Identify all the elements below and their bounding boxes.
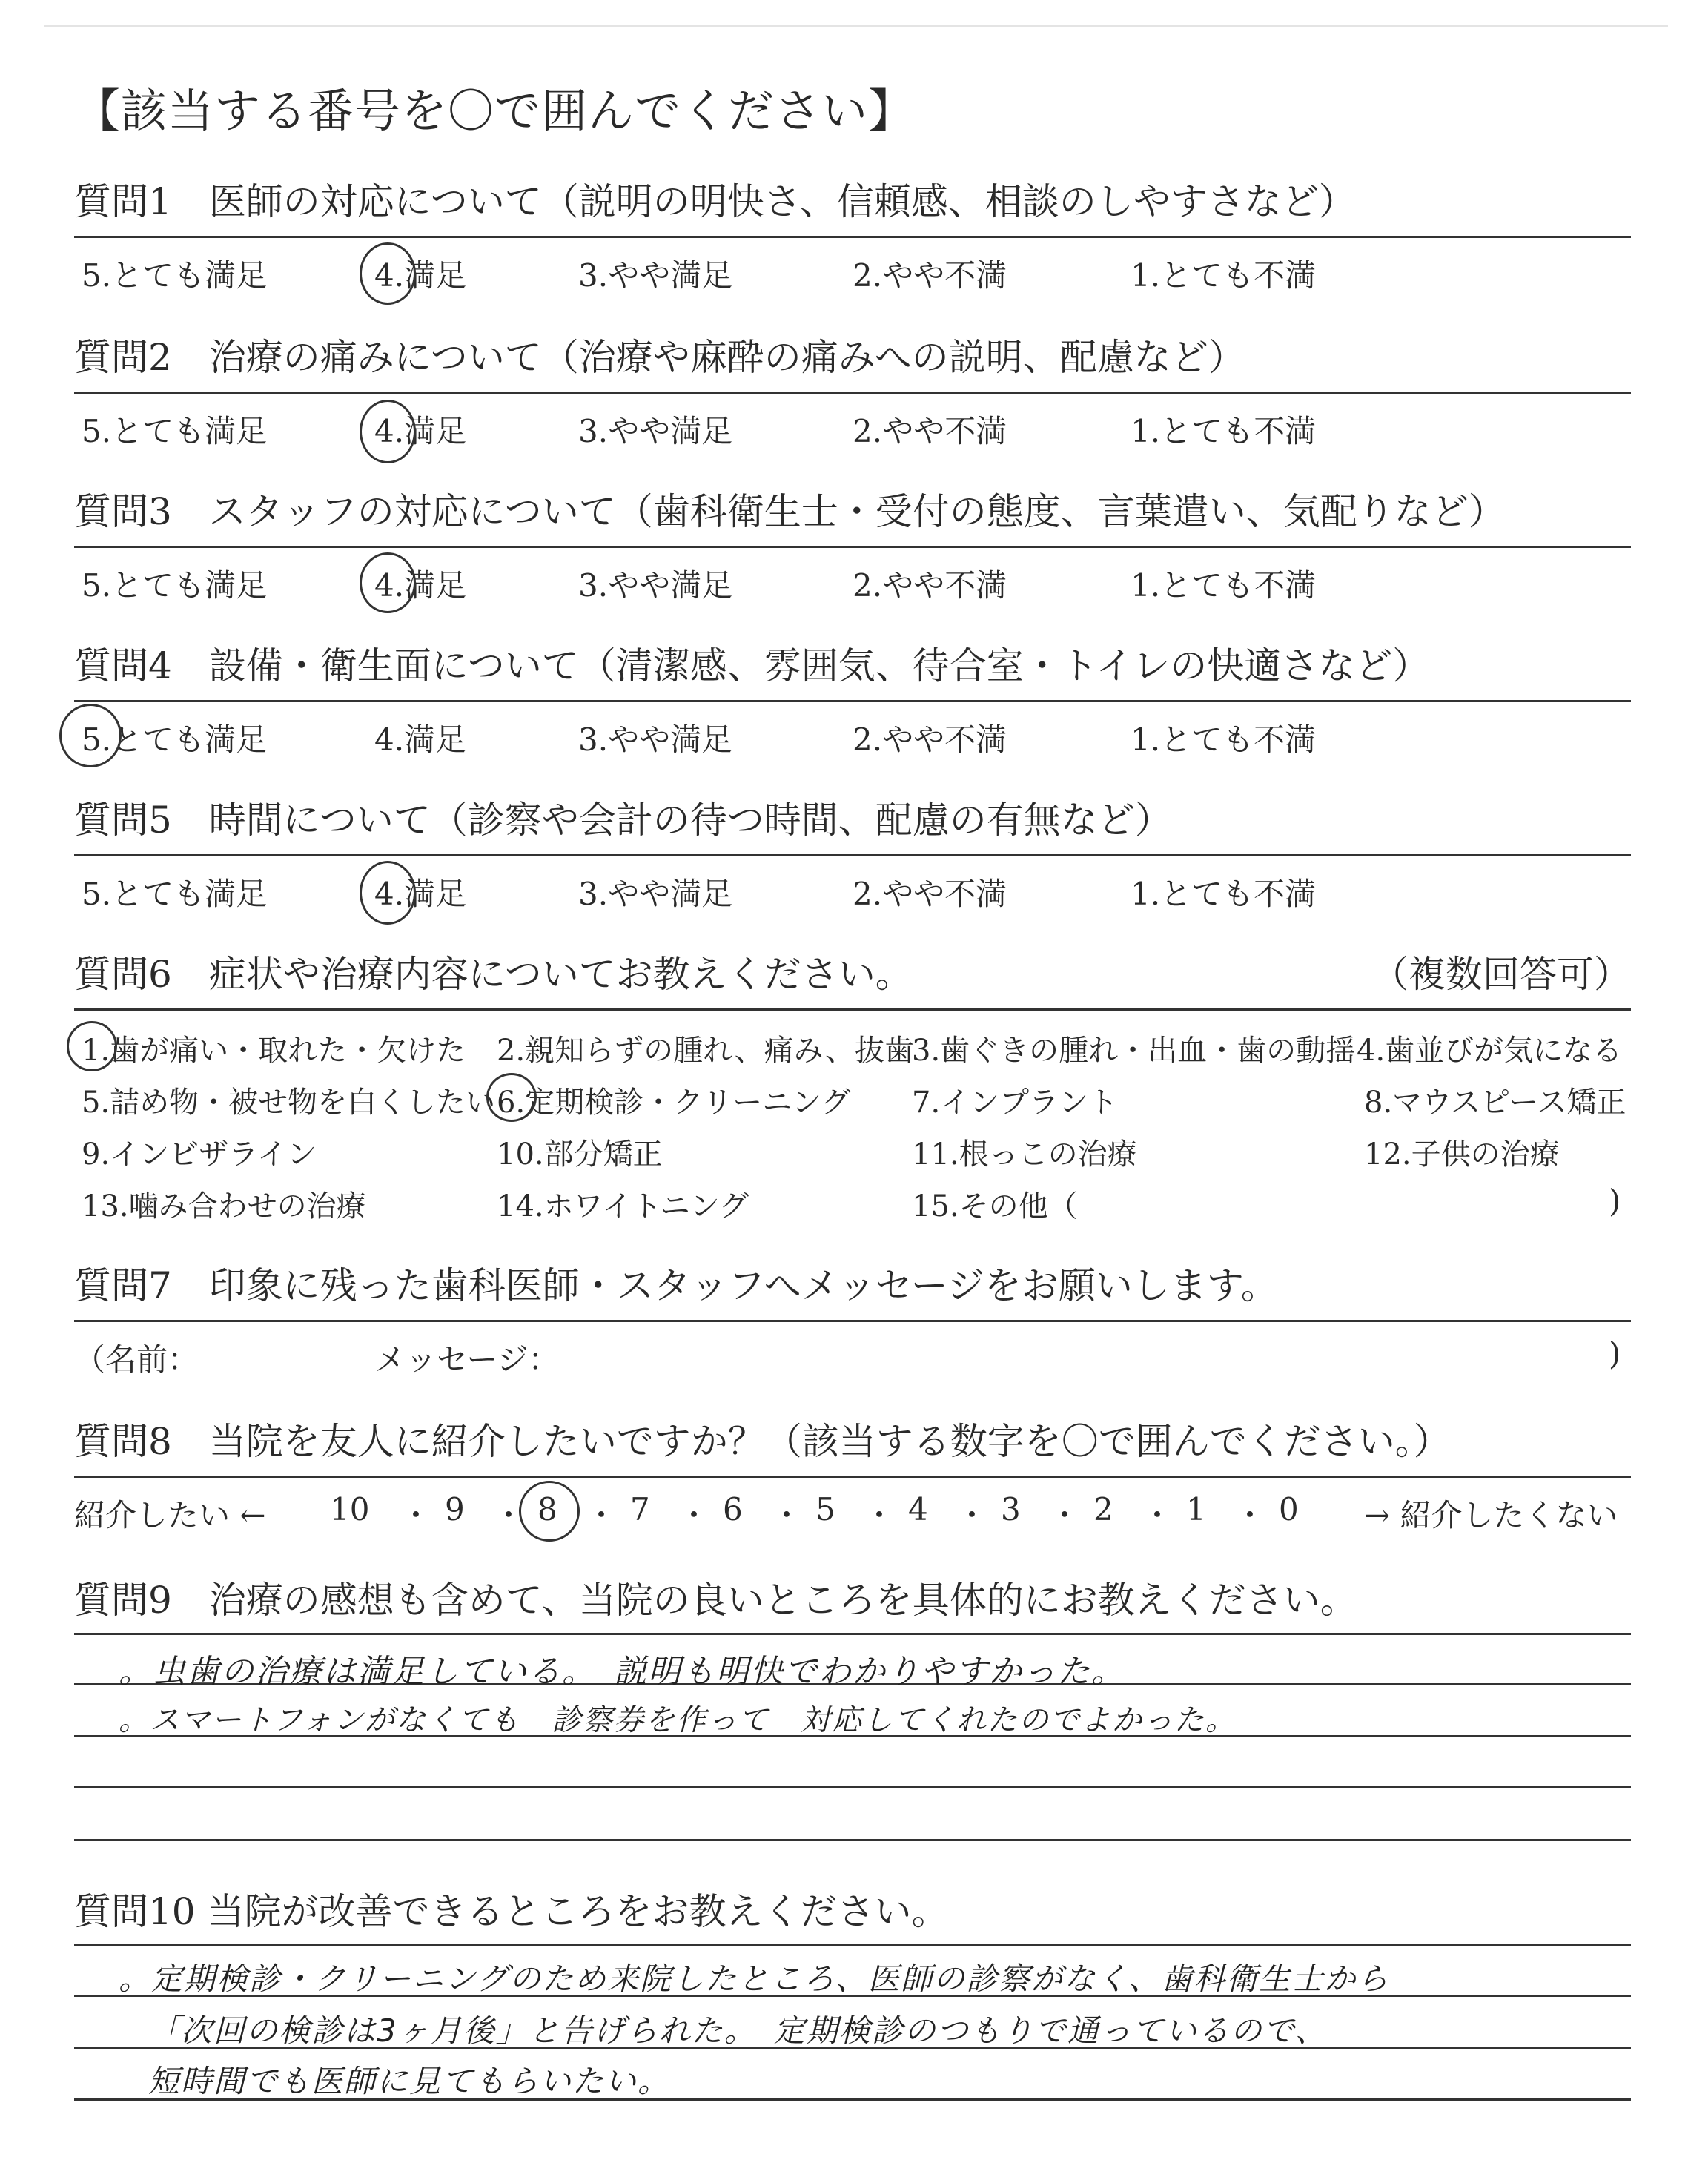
question-title: 質問1 医師の対応について（説明の明快さ、信頼感、相談のしやすさなど） — [74, 180, 1356, 223]
option-1[interactable]: 1.とても不満 — [1131, 413, 1317, 449]
question-title: 質問9 治療の感想も含めて、当院の良いところを具体的にお教えください。 — [74, 1579, 1357, 1622]
option-5[interactable]: 5.とても満足 — [82, 257, 268, 294]
question-9 — [74, 1571, 1631, 1852]
question-7 — [74, 1256, 1631, 1381]
rating-options — [74, 238, 1631, 297]
symptom-option[interactable]: 11.根っこの治療 — [912, 1137, 1137, 1172]
option-3[interactable]: 3.やや満足 — [578, 413, 733, 449]
option-3[interactable]: 3.やや満足 — [578, 721, 733, 758]
message-fields — [74, 1322, 1631, 1381]
option-4[interactable]: 4.満足 — [374, 876, 467, 912]
question-title: 質問8 当院を友人に紹介したいですか？（該当する数字を〇で囲んでください。） — [74, 1420, 1451, 1463]
selection-circle — [519, 1481, 580, 1542]
symptom-option[interactable]: 8.マウスピース矯正 — [1364, 1086, 1626, 1120]
selection-circle — [360, 861, 416, 925]
question-title-text: 質問6 症状や治療内容についてお教えください。 — [74, 953, 913, 996]
option-3[interactable]: 3.やや満足 — [578, 257, 733, 294]
scale-dot: ・ — [864, 1497, 896, 1533]
scale-number[interactable]: 0 — [1279, 1491, 1299, 1527]
scale-dot: ・ — [493, 1497, 525, 1533]
scale-number[interactable]: 9 — [445, 1491, 465, 1527]
writing-line — [74, 1633, 1631, 1635]
writing-line — [74, 1944, 1631, 1946]
question-8 — [74, 1412, 1631, 1537]
option-3[interactable]: 3.やや満足 — [578, 876, 733, 912]
question-title: 質問10 当院が改善できるところをお教えください。 — [74, 1890, 949, 1933]
option-2[interactable]: 2.やや不満 — [853, 257, 1007, 294]
handwritten-answer: 。虫歯の治療は満足している。 説明も明快でわかりやすかった。 — [119, 1653, 1125, 1691]
rating-options — [74, 856, 1631, 916]
option-4[interactable]: 4.満足 — [374, 257, 467, 294]
question-4 — [74, 636, 1631, 762]
question-title: 質問2 治療の痛みについて（治療や麻酔の痛みへの説明、配慮など） — [74, 336, 1245, 379]
scale-dot: ・ — [956, 1497, 988, 1533]
scale-dot: ・ — [1234, 1497, 1266, 1533]
option-4[interactable]: 4.満足 — [374, 413, 467, 449]
message-label[interactable]: メッセージ： — [374, 1341, 560, 1378]
question-title — [74, 945, 1631, 1008]
selection-circle — [360, 552, 416, 613]
option-4[interactable]: 4.満足 — [374, 721, 467, 758]
symptom-option[interactable]: 14.ホワイトニング — [497, 1189, 749, 1223]
rating-options — [74, 548, 1631, 607]
message-close-paren: ) — [1609, 1335, 1621, 1372]
selection-circle — [360, 242, 416, 305]
scale-number[interactable]: 2 — [1093, 1491, 1113, 1527]
multiple-answer-note: （複数回答可） — [1371, 953, 1631, 996]
other-close-paren: ) — [1609, 1183, 1621, 1219]
option-2[interactable]: 2.やや不満 — [853, 413, 1007, 449]
scale-dot: ・ — [771, 1497, 803, 1533]
writing-line — [74, 1786, 1631, 1788]
handwritten-answer: 。定期検診・クリーニングのため来院したところ、医師の診察がなく、歯科衛生士から — [119, 1961, 1390, 1997]
question-title: 質問5 時間について（診察や会計の待つ時間、配慮の有無など） — [74, 799, 1172, 842]
scale-left-label: 紹介したい ← — [74, 1497, 266, 1533]
option-3[interactable]: 3.やや満足 — [578, 567, 733, 604]
scale-number[interactable]: 1 — [1186, 1491, 1206, 1527]
option-2[interactable]: 2.やや不満 — [853, 567, 1007, 604]
scale-number[interactable]: 8 — [537, 1491, 557, 1527]
scale-number[interactable]: 5 — [815, 1491, 835, 1527]
handwritten-answer: 「次回の検診は3ヶ月後」と告げられた。 定期検診のつもりで通っているので、 — [148, 2012, 1328, 2049]
recommend-scale — [74, 1478, 1631, 1537]
scale-number[interactable]: 10 — [330, 1491, 370, 1527]
option-2[interactable]: 2.やや不満 — [853, 721, 1007, 758]
symptom-option[interactable]: 3.歯ぐきの腫れ・出血・歯の動揺 — [912, 1034, 1356, 1068]
option-5[interactable]: 5.とても満足 — [82, 567, 268, 604]
writing-line — [74, 1839, 1631, 1841]
option-4[interactable]: 4.満足 — [374, 567, 467, 604]
page-heading: 【該当する番号を〇で囲んでください】 — [74, 84, 916, 138]
option-1[interactable]: 1.とても不満 — [1131, 567, 1317, 604]
scale-dot: ・ — [1049, 1497, 1081, 1533]
symptom-option[interactable]: 9.インビザライン — [82, 1137, 317, 1172]
option-5[interactable]: 5.とても満足 — [82, 721, 268, 758]
handwritten-answer: 短時間でも医師に見てもらいたい。 — [148, 2063, 671, 2099]
question-5 — [74, 790, 1631, 916]
question-2 — [74, 328, 1631, 453]
option-1[interactable]: 1.とても不満 — [1131, 257, 1317, 294]
option-5[interactable]: 5.とても満足 — [82, 413, 268, 449]
scale-number[interactable]: 6 — [723, 1491, 743, 1527]
question-title: 質問4 設備・衛生面について（清潔感、雰囲気、待合室・トイレの快適さなど） — [74, 644, 1430, 687]
question-3 — [74, 482, 1631, 607]
scale-right-label: → 紹介したくない — [1364, 1497, 1618, 1533]
symptom-option[interactable]: 1.歯が痛い・取れた・欠けた — [82, 1034, 466, 1068]
symptom-option[interactable]: 12.子供の治療 — [1364, 1137, 1560, 1172]
option-1[interactable]: 1.とても不満 — [1131, 876, 1317, 912]
question-title: 質問3 スタッフの対応について（歯科衛生士・受付の態度、言葉遣い、気配りなど） — [74, 490, 1506, 533]
rating-options — [74, 394, 1631, 453]
top-border — [44, 25, 1668, 27]
symptom-option[interactable]: 7.インプラント — [912, 1086, 1119, 1120]
scale-dot: ・ — [400, 1497, 432, 1533]
selection-circle — [486, 1073, 537, 1122]
symptom-option[interactable]: 6.定期検診・クリーニング — [497, 1086, 851, 1120]
handwritten-answer: 。スマートフォンがなくても 診察券を作って 対応してくれたのでよかった。 — [119, 1703, 1237, 1737]
selection-circle — [67, 1021, 117, 1071]
symptom-option[interactable]: 13.噛み合わせの治療 — [82, 1189, 366, 1223]
symptom-option[interactable]: 15.その他（ — [912, 1189, 1078, 1223]
rating-options — [74, 702, 1631, 762]
selection-circle — [360, 400, 416, 463]
selection-circle — [59, 704, 122, 767]
question-6 — [74, 945, 1631, 1233]
question-1 — [74, 172, 1631, 297]
scale-number[interactable]: 7 — [630, 1491, 650, 1527]
question-title: 質問7 印象に残った歯科医師・スタッフへメッセージをお願いします。 — [74, 1264, 1278, 1307]
name-label: （名前： — [74, 1341, 199, 1378]
symptom-option[interactable]: 10.部分矯正 — [497, 1137, 663, 1172]
symptom-options — [74, 1011, 1631, 1233]
symptom-option[interactable]: 2.親知らずの腫れ、痛み、抜歯 — [497, 1034, 914, 1068]
option-5[interactable]: 5.とても満足 — [82, 876, 268, 912]
scale-dot: ・ — [1142, 1497, 1174, 1533]
question-10 — [74, 1882, 1631, 2149]
option-2[interactable]: 2.やや不満 — [853, 876, 1007, 912]
symptom-option[interactable]: 5.詰め物・被せ物を白くしたい — [82, 1086, 496, 1120]
scale-number[interactable]: 3 — [1001, 1491, 1021, 1527]
option-1[interactable]: 1.とても不満 — [1131, 721, 1317, 758]
symptom-option[interactable]: 4.歯並びが気になる — [1357, 1034, 1623, 1068]
scale-number[interactable]: 4 — [908, 1491, 928, 1527]
scale-dot: ・ — [678, 1497, 710, 1533]
scale-dot: ・ — [586, 1497, 618, 1533]
